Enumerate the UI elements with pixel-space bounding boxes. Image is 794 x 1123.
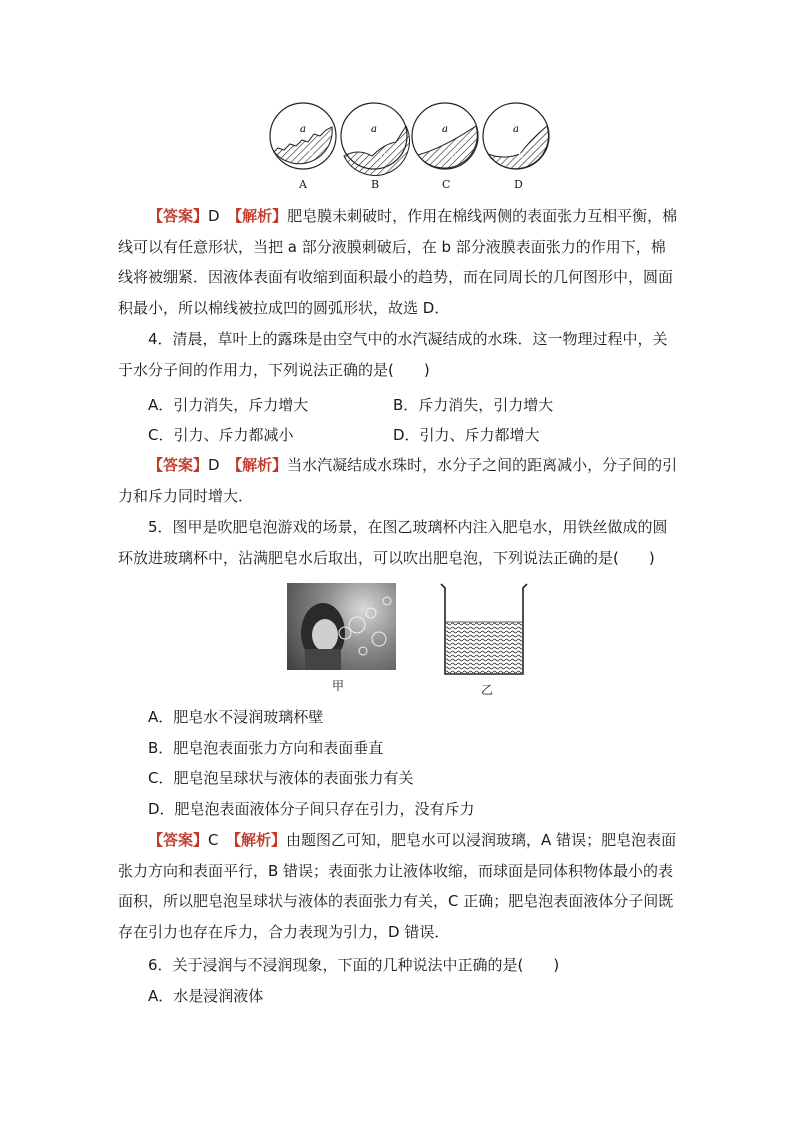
region-a-label: a <box>300 124 306 135</box>
figure-label-c: C <box>442 178 451 191</box>
analysis-tag: 【解析】 <box>233 831 287 849</box>
q5-answer-block <box>118 825 680 947</box>
circle-b <box>341 103 409 175</box>
circle-a <box>270 103 336 169</box>
q4-option-d: D．引力、斥力都增大 <box>393 426 540 444</box>
figure-label-b: B <box>371 178 380 191</box>
q5-option-a: A．肥皂水不浸润玻璃杯壁 <box>148 708 324 726</box>
region-a-label: a <box>513 124 519 135</box>
figure-label-jia: 甲 <box>332 679 345 693</box>
q5-option-c: C．肥皂泡呈球状与液体的表面张力有关 <box>148 769 414 787</box>
region-a-label: a <box>371 124 377 135</box>
q5-stem: 5．图甲是吹肥皂泡游戏的场景，在图乙玻璃杯内注入肥皂水，用铁丝做成的圆环放进玻璃杯中，沾满肥皂水后取出，可以吹出肥皂泡，下列说法正确的是( ) <box>118 518 668 567</box>
answer-value: D <box>208 456 220 474</box>
analysis-text: 当水汽凝结成水珠时，水分子之间的距离减小，分子间的引力和斥力同时增大． <box>118 456 678 505</box>
region-a-label: a <box>442 124 448 135</box>
answer-value: C <box>208 831 219 849</box>
figure-label-yi: 乙 <box>481 683 494 697</box>
beaker-figure <box>439 582 529 677</box>
bubble-photo <box>287 583 396 670</box>
analysis-tag: 【解析】 <box>234 456 288 474</box>
figure-label-d: D <box>514 178 523 191</box>
q5-option-b: B．肥皂泡表面张力方向和表面垂直 <box>148 739 384 757</box>
circle-d <box>483 103 549 169</box>
region-b-label: b <box>451 151 457 161</box>
q4-stem: 4．清晨，草叶上的露珠是由空气中的水汽凝结成的水珠．这一物理过程中，关于水分子间的作用力，下列说法正确的是( ) <box>118 330 668 379</box>
region-b-label: b <box>380 151 386 161</box>
analysis-text: 由题图乙可知，肥皂水可以浸润玻璃，A 错误；肥皂泡表面张力方向和表面平行，B 错误；表面张力让液体收缩，而球面是同体积物体最小的表面积，所以肥皂泡呈球状与液体的表面张力有关，C 正确；肥皂泡表面液体分子间既存在引力也存在斥力，合力表现为引力，D 错误． <box>118 831 677 941</box>
answer-tag: 【答案】 <box>148 207 209 225</box>
circles-figure <box>268 100 568 190</box>
q5-option-d: D．肥皂泡表面液体分子间只存在引力，没有斥力 <box>148 800 475 818</box>
answer-tag: 【答案】 <box>148 831 209 849</box>
region-b-label: b <box>308 149 314 159</box>
region-b-label: b <box>518 151 524 161</box>
q3-answer-block <box>118 201 680 323</box>
q4-option-b: B．斥力消失，引力增大 <box>393 396 554 414</box>
q4-option-a: A．引力消失，斥力增大 <box>148 396 309 414</box>
q4-option-c: C．引力、斥力都减小 <box>148 426 294 444</box>
answer-tag: 【答案】 <box>148 456 209 474</box>
analysis-text: 肥皂膜未刺破时，作用在棉线两侧的表面张力互相平衡，棉线可以有任意形状，当把 a 部分液膜刺破后，在 b 部分液膜表面张力的作用下，棉线将被绷紧．因液体表面有收缩到面积最小的趋势，而在同周长的几何图形中，圆面积最小，所以棉线被拉成凹的圆弧形状，故选 D． <box>118 207 678 317</box>
q6-option-a: A．水是浸润液体 <box>148 987 264 1005</box>
circle-c <box>412 103 478 169</box>
q6-stem: 6．关于浸润与不浸润现象，下面的几种说法中正确的是( ) <box>148 956 560 974</box>
analysis-tag: 【解析】 <box>234 207 288 225</box>
figure-label-a: A <box>299 178 307 191</box>
answer-value: D <box>208 207 220 225</box>
q4-answer-block <box>118 450 680 511</box>
